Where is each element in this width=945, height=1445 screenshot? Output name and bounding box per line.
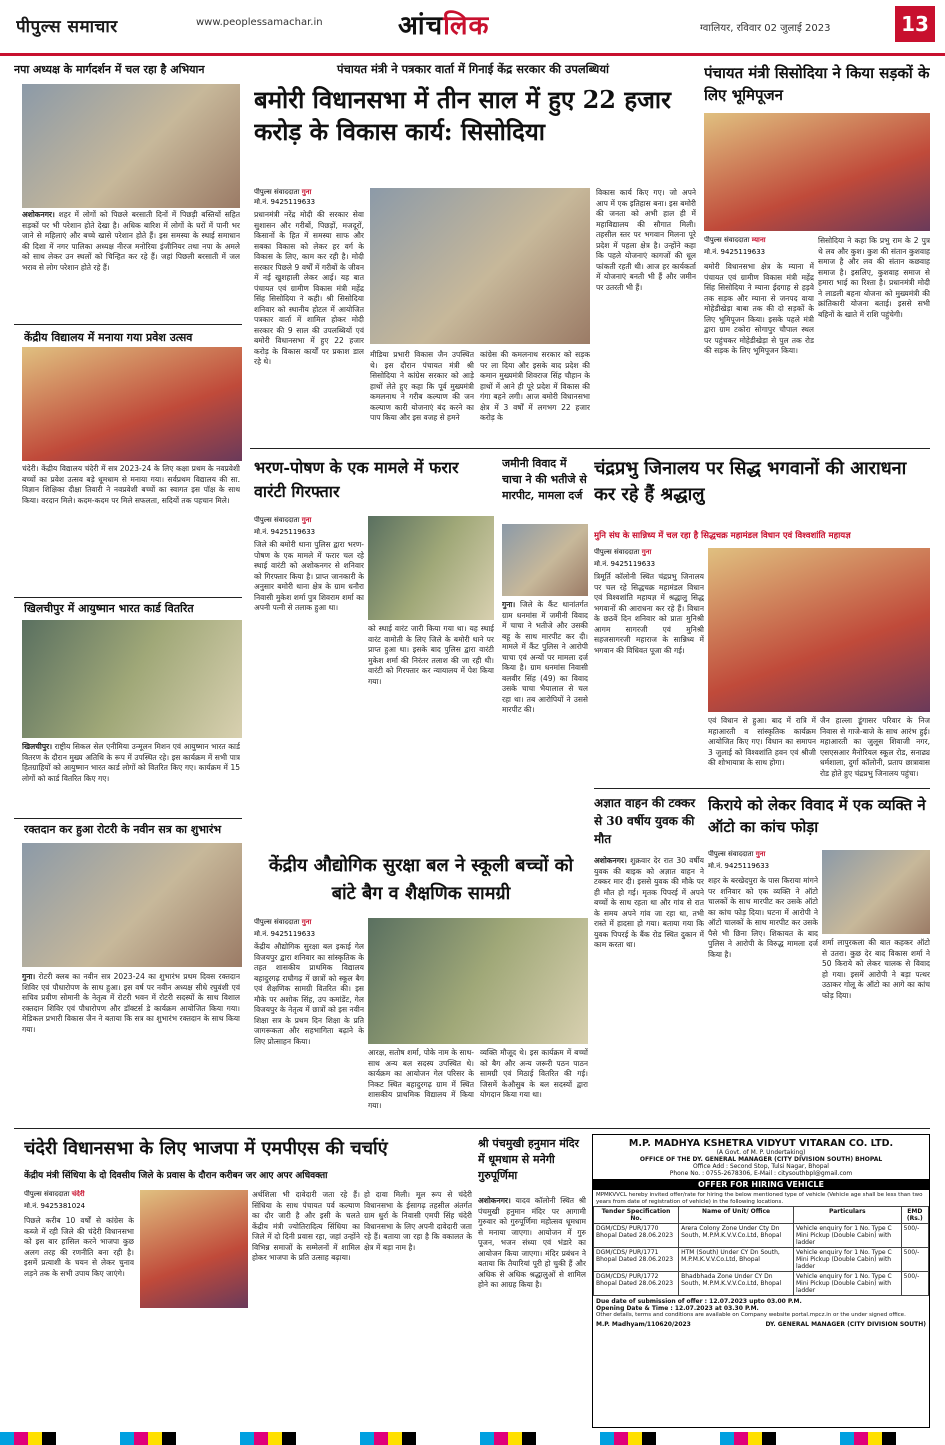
story3-photo <box>22 620 242 738</box>
lead-headline: बमोरी विधानसभा में तीन साल में हुए 22 हजार करोड़ के विकास कार्य: सिसोदिया <box>254 85 671 146</box>
chanderi-col3: हो दावा मिली। मूल रूप से चंदेरी विधानसभा के ईसागढ़ तहसील अंतर्गत ग्राम धुर्रा के निवासी एमपी सिंह चंदेरी विधानसभा के लिए अपनी दावेदारी जता रहे हैं। बताया जा रहा है कि वकालत के क्षेत्र में बड़ा नाम है। <box>364 1190 472 1252</box>
ad-cell: DGM/CDS/ PUR/1771 Bhopal Dated 28.06.2023 <box>594 1248 679 1272</box>
bharan-photo <box>368 516 494 620</box>
section-title-a: आंच <box>398 11 444 41</box>
chanderi-photo <box>140 1190 248 1308</box>
bhatije-headline: जमीनी विवाद में चाचा ने की भतीजे से मारपीट, मामला दर्ज <box>502 457 587 502</box>
jinalay-phone: मो.नं. 9425119633 <box>594 560 656 568</box>
bhatije-photo <box>502 524 588 596</box>
bhatije-body <box>502 600 588 846</box>
jinalay-byline-city: गुना <box>641 548 652 556</box>
auto-col2: शर्मा लापुरकला की बात कहकर ऑटो से उतरा। कुछ देर बाद विकास शर्मा ने 50 किराये को लेकर चालक से विवाद हो गया। इसमें आरोपी ने बड़ा पत्थर उठाकर गोलू के ऑटो का आगे का कांच फोड़ दिया। <box>822 938 930 1000</box>
story1-body <box>22 210 240 320</box>
auto-byline-desk: पीपुल्स संवाददाता <box>708 850 754 858</box>
chanderi-byline-city: चंदेरी <box>71 1190 85 1198</box>
cisf-col2: आरक्ष, सतोष शर्मा, पोके नाम के साथ-साथ अन्य बल सदस्य उपस्थित थे। कार्यक्रम का आयोजन गेल परिसर के निकट स्थित बहादुरगढ़ ग्राम में स्थित शासकीय प्राथमिक विद्यालय में किया गया। <box>368 1048 474 1110</box>
lead-byline-city: गुना <box>301 188 312 196</box>
ad-th: Tender Specification No. <box>594 1207 679 1224</box>
ad-intro: MPMKVVCL hereby invited offer/rate for hiring the below mentioned type of vehicle (Vehicle age shall be less than two years from date of registration of vehicle) in the following locations. <box>596 1192 923 1205</box>
cisf-byline-desk: पीपुल्स संवाददाता <box>254 918 300 926</box>
hadsa-text: शुक्रवार देर रात 30 वर्षीय युवक की बाइक को अज्ञात वाहन ने टक्कर मार दी। इससे युवक की मौके पर ही मौत हो गई। मृतक पिपरई में अपने बच्चों के साथ रहता था और गांव से रात के समय अपने गांव जा रहा था, तभी रास्ते में हादसा हो गया। बताया गया कि युवक पिपरई के बैंक रोड स्थित दुकान में काम करता था। <box>594 856 704 949</box>
ad-cell: HTM (South) Under CY Dn South, M.P.M.K.V.V.Co.Ltd, Bhopal <box>679 1248 794 1272</box>
auto-phone: मो.नं. 9425119633 <box>708 862 770 870</box>
right1-byline-desk: पीपुल्स संवाददाता <box>704 236 750 244</box>
cisf-headline: केंद्रीय औद्योगिक सुरक्षा बल ने स्कूली बच्चों को बांटे बैग व शैक्षणिक सामग्री <box>268 855 574 904</box>
story4-photo <box>22 843 242 967</box>
tender-advertisement <box>592 1134 930 1428</box>
ad-sub2: OFFICE OF THE DY. GENERAL MANAGER (CITY DIVISION SOUTH) BHOPAL <box>639 1156 883 1163</box>
lead-col2: मीडिया प्रभारी विकास जैन उपस्थित थे। इस दौरान पंचायत मंत्री श्री सिसोदिया ने कांग्रेस सरकार को आड़े हाथों लेते हुए कहा कि पूर्व मुख्यमंत्री कमलनाथ ने गरीब कल्याण की जन कल्याण कारी योजनाएं बंद करने का पाप किया और इस वजह से हमने <box>370 350 474 422</box>
lead-col1: प्रधानमंत्री नरेंद्र मोदी की सरकार सेवा सुशासन और गरीबों, पिछड़ों, मजदूरों, किसानों के हित में समस्या साफ और सबका विकास को लेकर हर वर्ग के विकास के लिए, काम कर रही है। मोदी सरकार पिछले 9 वर्षों में गरीबों के जीवन में नई खुशहाली लेकर आई। यह बात पंचायत एवं ग्रामीण विकास मंत्री महेंद्र सिंह सिसोदिया ने कही। श्री सिसोदिया शनिवार को स्थानीय होटल में आयोजित पत्रकार वार्ता में शामिल होकर मोदी सरकार की 9 साल की उपलब्धियों एवं बमोरी विधानसभा में हुए 22 हजार करोड़ के विकास कार्यों पर प्रकाश डाल रहे थे। <box>254 210 364 366</box>
page-number: 13 <box>895 6 935 42</box>
lead-kicker: पंचायत मंत्री ने पत्रकार वार्ता में गिनाई केंद्र सरकार की उपलब्धियां <box>337 62 609 76</box>
chanderi-headline: चंदेरी विधानसभा के लिए भाजपा में एमपीएस की चर्चाएं <box>24 1138 388 1159</box>
hanuman-lead: अशोकनगर। <box>478 1196 511 1205</box>
hadsa-body <box>594 856 704 1122</box>
story3-lead: खिलचीपुर। <box>22 742 53 751</box>
auto-photo <box>822 850 930 934</box>
hanuman-body <box>478 1196 586 1426</box>
bharan-byline-desk: पीपुल्स संवाददाता <box>254 516 300 524</box>
ad-cell: 500/- <box>901 1248 928 1272</box>
cisf-col1: केंद्रीय औद्योगिक सुरक्षा बल इकाई गेल विजयपुर द्वारा शनिवार का सांस्कृतिक के तहत शासकीय प्राथमिक विद्यालय बहादुरगढ़ राघौगढ़ में छात्रों को स्कूल बैग एवं शैक्षणिक सामग्री वितरित की। इस मौके पर अशोक सिंह, उप कमांडेंट, गेल विजयपुर के नेतृत्व में छात्रों को इस नवीन शिक्षा सत्र के प्रथम दिन शिक्षा के प्रति जागरूकता और सहभागिता बढ़ाने के लिए प्रोत्साहन किया। <box>254 942 364 1046</box>
chanderi-col1: पिछले करीब 10 वर्षों से कांग्रेस के कब्जे में रही जिले की चंदेरी विधानसभा को इस बार हासिल करने भाजपा कुछ अलग तरह की रणनीति बना रही है। इसमें प्रत्याशी के चयन से लेकर चुनाव लड़ने तक के सभी उपाय किए जाएंगे। <box>24 1216 134 1278</box>
hanuman-headline: श्री पंचमुखी हनुमान मंदिर में धूमधाम से मनेगी गुरुपूर्णिमा <box>478 1137 580 1182</box>
bharan-byline-city: गुना <box>301 516 312 524</box>
ad-opening: Opening Date & Time : 12.07.2023 at 03.30 P.M. <box>596 1305 759 1312</box>
ad-th: EMD (Rs.) <box>901 1207 928 1224</box>
ad-cell: 500/- <box>901 1272 928 1296</box>
jinalay-byline <box>594 548 704 557</box>
ad-other: Other details, terms and conditions are available on Company website portal.mpcz.in or the under signed office. <box>596 1312 906 1318</box>
divider <box>14 324 242 325</box>
jinalay-headline: चंद्रप्रभु जिनालय पर सिद्ध भगवानों की आराधना कर रहे हैं श्रद्धालु <box>594 458 907 505</box>
right1-byline-city: म्याना <box>751 236 766 244</box>
story1-title: नपा अध्यक्ष के मार्गदर्शन में चल रहा है अभियान <box>14 63 205 76</box>
story2-photo <box>22 347 242 461</box>
ad-th: Particulars <box>793 1207 901 1224</box>
bharan-col1: जिले की बमोरी थाना पुलिस द्वारा भरण-पोषण के एक मामले में फरार चल रहे स्थाई वारंटी को अशोकनगर से शनिवार को गिरफ्तार किया है। प्राप्त जानकारी के अनुसार बमोरी थाना क्षेत्र के ग्राम धनौरा निवासी मुकेश शर्मा पुत्र शिवराम शर्मा का अपनी पत्नी से तलाक हुआ था। <box>254 540 364 612</box>
ad-sub1: (A Govt. of M. P. Undertaking) <box>716 1149 806 1156</box>
print-color-bar <box>0 1432 945 1445</box>
bharan-col2: को स्थाई वारंट जारी किया गया था। यह स्थाई वारंट वामोती के लिए जिले के बमोरी थाने पर प्राप्त हुआ था। इसके बाद पुलिस द्वारा वारंटी मुकेश शर्मा की निरंतर तलाश की जा रही थी। वारंटी को गिरफ्तार कर न्यायालय में पेश किया गया। <box>368 624 494 686</box>
lead-phone: मो.नं. 9425119633 <box>254 198 316 206</box>
ad-footer-left: M.P. Madhyam/110620/2023 <box>596 1321 691 1328</box>
ad-th: Name of Unit/ Office <box>679 1207 794 1224</box>
story4-lead: गुना। <box>22 972 36 981</box>
right1-phone: मो.नं. 9425119633 <box>704 248 766 256</box>
jinalay-col2: एवं विधान से हुआ। बाद में रात्रि में महाआरती व सांस्कृतिक कार्यक्रम आयोजित किए गए। विधान का समापन 3 जुलाई को विश्वशांति हवन एवं श्रीजी की शोभायात्रा के साथ होगा। <box>708 716 816 767</box>
ad-sub3: Office Add : Second Stop, Tulsi Nagar, Bhopal <box>693 1163 829 1170</box>
story1-text: शहर में लोगों को पिछले बरसाती दिनों में पिछड़ी बस्तियों सहित सड़कों पर भी परेशान होते देखा है। अधिक बारिश में लोगों के घरों में पानी भर जाने से महिलाएं और बच्चे खासे परेशान होते हैं। इस समस्या के स्थाई समाधान की दिशा में नगर पालिका अध्यक्ष नीरज मनोरिया इंजीनियर तथा नपा के अमले को साथ लेकर उन स्थलों को चिन्हित कर रहे हैं। जहां पिछली बरसाती में जल भराव से लोग परेशान होते रहे हैं। <box>22 210 240 272</box>
ad-footer-right: DY. GENERAL MANAGER (CITY DIVISION SOUTH) <box>765 1321 926 1328</box>
cisf-phone: मो.नं. 9425119633 <box>254 930 316 938</box>
ad-table <box>593 1206 929 1296</box>
story1-title-box <box>14 62 242 82</box>
ad-cell: Bhadbhada Zone Under CY Dn South, M.P.M.K.V.V.Co.Ltd, Bhopal <box>679 1272 794 1296</box>
ad-table-row <box>594 1224 929 1248</box>
story2-body: चंदेरी। केंद्रीय विद्यालय चंदेरी में सत्र 2023-24 के लिए कक्षा प्रथम के नवप्रवेशी बच्चों का प्रवेश उत्सव बड़े धूमधाम से मनाया गया। सर्वप्रथम विद्यालय की सा. विज्ञान शिक्षिका दीक्षा तिवारी ने नवप्रवेशी बच्चों का स्वागत इस पॉक्ष के साथ किया। वरदान मिले। कदम-कदम पर मिले सफलता, सदियों तक पहचान मिले। <box>22 464 240 505</box>
story1-lead: अशोकनगर। <box>22 210 55 219</box>
cisf-byline <box>254 918 364 927</box>
auto-headline: किराये को लेकर विवाद में एक व्यक्ति ने ऑटो का कांच फोड़ा <box>708 796 926 836</box>
story3-title: खिलचीपुर में आयुष्मान भारत कार्ड वितरित <box>24 602 194 615</box>
story3-body <box>22 742 240 816</box>
divider <box>14 818 242 819</box>
lead-photo <box>370 188 590 344</box>
jinalay-subtitle: मुनि संघ के सान्निध्य में चल रहा है सिद्धचक्र महामंडल विधान एवं विश्वशांति महायज्ञ <box>594 531 851 541</box>
ad-cell: DGM/CDS/ PUR/1770 Bhopal Dated 28.06.2023 <box>594 1224 679 1248</box>
lead-col3: कांग्रेस की कमलनाथ सरकार को सड़क पर ला दिया और इसके बाद प्रदेश की कमान मुख्यमंत्री शिवराज सिंह चौहान के हाथों में आने ही पूरे प्रदेश में विकास की गंगा बहने लगी। आज बमोरी विधानसभा क्षेत्र में 3 वर्षों में लगभग 22 हजार करोड़ के <box>480 350 590 422</box>
hanuman-text: यादव कॉलोनी स्थित श्री पंचमुखी हनुमान मंदिर पर आगामी गुरुवार को गुरुपूर्णिमा महोत्सव धूमधाम से मनाया जाएगा। आयोजन में गुरु पूजन, भजन संध्या एवं भंडारे का आयोजन किया जाएगा। मंदिर प्रबंधन ने बताया कि तैयारियां पूरी हो चुकी हैं और अधिक से अधिक श्रद्धालुओं से शामिल होने का आग्रह किया है। <box>478 1196 586 1289</box>
cisf-col3: व्यक्ति मौजूद थे। इस कार्यक्रम में बच्चों को बैग और अन्य जरूरी पठन पाठन सामग्री एवं मिठाई वितरित की गई। जिसमें केऔसुब के बल सदस्यों द्वारा योगदान किया गया था। <box>480 1048 588 1099</box>
ad-cell: Vehicle enquiry for 1 No. Type C Mini Pickup (Double Cabin) with ladder <box>793 1272 901 1296</box>
right1-photo <box>704 113 930 231</box>
ad-cell: Arera Colony Zone Under Cty Dn South, M.P.M.K.V.V.Co.Ltd, Bhopal <box>679 1224 794 1248</box>
hadsa-lead: अशोकनगर। <box>594 856 627 865</box>
divider <box>14 597 242 598</box>
auto-byline-city: गुना <box>755 850 766 858</box>
right1-col1: बमोरी विधानसभा क्षेत्र के म्याना में पंचायत एवं ग्रामीण विकास मंत्री महेंद्र सिंह सिसोदिया ने म्याना ईदगाह से हड़वे तक सड़क और म्याना से जनपद वाया मोहेडीखेड़ा बाबा तक की दो सड़कों के लिए भूमिपूजन किया। इसके पहले मंत्री द्वारा ग्राम टकोरा सोगापुर चौपाल स्थल पर पहुंचकर मोहेडीखेड़ा से पुल तक रोड की सड़क के लिए भूमिपूजन किया। <box>704 262 814 355</box>
ad-due: Due date of submission of offer : 12.07.2023 upto 03.00 P.M. <box>596 1298 802 1305</box>
bhatije-lead: गुना। <box>502 600 516 609</box>
dateline: ग्वालियर, रविवार 02 जुलाई 2023 <box>700 23 831 34</box>
story2-title: केंद्रीय विद्यालय में मनाया गया प्रवेश उत्सव <box>24 331 193 344</box>
website-url: www.peoplessamachar.in <box>196 17 323 28</box>
ad-cell: Vehicle enquiry for 1 No. Type C Mini Pickup (Double Cabin) with ladder <box>793 1248 901 1272</box>
auto-col1: शहर के बरखेदपुरा के पास किराया मांगने पर शनिवार को एक व्यक्ति ने ऑटो चालकों के साथ मारपीट कर उसके ऑटो का कांच फोड़ दिया। घटना में आरोपी ने ऑटो चालकों के साथ मारपीट कर उसके पैसे भी छिना लिए। शिकायत के बाद पुलिस ने आरोपी के विरुद्ध मामला दर्ज किया है। <box>708 876 818 959</box>
jinalay-col3: जैन हाल्ला डूंगासर परिवार के निज निवास से गाजे-बाजे के साथ आरंभ हुई। महाआरती का जुलूस शिवाजी नगर, एसएसआर मैनोरियल स्कूल रोड, सनाढ्य धर्मशाला, दुर्गा कॉलोनी, प्रताप छात्रावास रोड होते हुए चंद्रप्रभु जिनालय पहुंचा। <box>820 716 930 778</box>
bhatije-text: जिले के कैंट थानांतर्गत ग्राम धनमांस में जमीनी विवाद में चाचा ने भतीजे और उसकी बहू के साथ मारपीट कर दी। मामले में कैंट पुलिस ने आरोपी चाचा एवं अन्यों पर मामला दर्ज किया है। ग्राम धनमांस निवासी बलवीर सिंह (49) का विवाद उसके चाचा भैयालाल से चल रहा था। तब आरोपियों ने उससे मारपीट की। <box>502 600 588 714</box>
ad-cell: 500/- <box>901 1224 928 1248</box>
story1-photo <box>22 84 240 208</box>
ad-cell: DGM/CDS/ PUR/1772 Bhopal Dated 28.06.2023 <box>594 1272 679 1296</box>
right1-col2: सिसोदिया ने कहा कि प्रभु राम के 2 पुत्र थे लव और कुश। कुश की संतान कुशवाह समाज है और लव की संतान कछवाह समाज है। इसलिए, कुशवाह समाज से हमारा भाई का रिश्ता है। प्रधानमंत्री मोदी ने लाडली बहना योजना को मुख्यमंत्री की क्रांतिकारी योजना बताई। इससे सभी बहिनों के खाते में राशि पहुंचेगी। <box>818 236 930 319</box>
ad-offer: OFFER FOR HIRING VEHICLE <box>593 1179 929 1190</box>
jinalay-photo <box>708 548 930 712</box>
bharan-byline <box>254 516 364 525</box>
bharan-headline: भरण-पोषण के एक मामले में फरार वारंटी गिरफ्तार <box>254 458 459 501</box>
chanderi-col2: अर्थशिला भी दावेदारी जता रहे हैं। सिंधिया के साथ पंचायत पर्व कल्याण का दौर जारी है और इसी के चलते केंद्रीय मंत्री ज्योतिरादित्य सिंधिया का जिले में दो दिनी प्रवास रहा, जहां उन्होंने विभिन्न समाजों के सम्मेलनों में शामिल होकर भाजपा के प्रति उत्साह बढ़ाया। <box>252 1190 360 1262</box>
newspaper-brand: पीपुल्स समाचार <box>16 17 118 37</box>
chanderi-subtitle: केंद्रीय मंत्री सिंधिया के दो दिवसीय जिले के प्रवास के दौरान करीबन जर आए अपर अधिवक्ता <box>24 1171 328 1181</box>
story4-title: रक्तदान कर हुआ रोटरी के नवीन सत्र का शुभारंभ <box>24 823 222 836</box>
chanderi-byline-desk: पीपुल्स संवाददाता <box>24 1190 70 1198</box>
hadsa-headline: अज्ञात वाहन की टक्कर से 30 वर्षीय युवक की मौत <box>594 796 696 846</box>
lead-byline <box>254 188 369 197</box>
lead-col4: विकास कार्य किए गए। जो अपने आप में एक इतिहास बना। इस बमोरी की जनता को अभी हाल ही में महाविद्यालय की सौगात मिली। तहसील स्तर पर भगवान मिलना पूरे प्रदेश में पहला क्षेत्र है। उन्होंने कहा कि पहले योजनाएं कागजों की धूल फांकती रहती थी। आज हर कार्यकर्ता में योजनाएं बनती भी हैं और जमीन पर उतरती भी हैं। <box>596 188 696 292</box>
jinalay-col1: त्रिमूर्ति कॉलोनी स्थित चंद्रप्रभु जिनालय पर चल रहे सिद्धचक्र महामंडल विधान एवं विश्वशांति महायज्ञ में श्रद्धालु सिद्ध भगवानों की आराधना कर रहे हैं। विधान के छठवें दिन शनिवार को प्रातः मुनिश्री आगम सागरजी एवं मुनिश्री सहजसागरजी महाराज के सान्निध्य में भगवान की विधिवत पूजा की गई। <box>594 572 704 655</box>
right1-headline: पंचायत मंत्री सिसोदिया ने किया सड़कों के लिए भूमिपूजन <box>704 64 930 104</box>
ad-footer <box>593 1319 929 1330</box>
story4-text: रोटरी क्लब का नवीन सत्र 2023-24 का शुभारंभ प्रथम दिवस रक्तदान शिविर एवं पौधारोपण के साथ हुआ। इस वर्ष पर नवीन अध्यक्ष सीधे रघुवंशी एवं सचिव प्रवीण सोमानी के नेतृत्व में रोटरी भवन में रोटरी सदस्यों के साथ विशाल रक्तदान शिविर एवं पौधारोपण और डॉक्टर्स डे कार्यक्रम आयोजित किया गया। मेडिकल प्रभारी विकास जैन ने बताया कि सत्र का शुभारंभ रक्तदान के साथ किया गया। <box>22 972 240 1034</box>
chanderi-byline <box>24 1190 134 1199</box>
ad-table-header <box>594 1207 929 1224</box>
lead-byline-desk: पीपुल्स संवाददाता <box>254 188 300 196</box>
divider <box>250 448 930 449</box>
cisf-byline-city: गुना <box>301 918 312 926</box>
cisf-photo <box>368 918 588 1044</box>
masthead <box>0 0 945 56</box>
divider <box>14 1128 930 1129</box>
auto-byline <box>708 850 818 859</box>
ad-sub4: Phone No. : 0755-2678306, E-Mail : citysouthbpl@gmail.com <box>669 1170 853 1177</box>
story4-body <box>22 972 240 1124</box>
lead-kicker-box <box>250 62 696 82</box>
jinalay-byline-desk: पीपुल्स संवाददाता <box>594 548 640 556</box>
bharan-phone: मो.नं. 9425119633 <box>254 528 316 536</box>
divider <box>594 788 930 789</box>
ad-cell: Vehicle enquiry for 1 No. Type C Mini Pickup (Double Cabin) with ladder <box>793 1224 901 1248</box>
right1-byline <box>704 236 814 245</box>
section-title-b: लिक <box>443 11 490 41</box>
section-title <box>398 6 489 42</box>
story3-text: राष्ट्रीय सिकल सेल एनीमिया उन्मूलन मिशन एवं आयुष्मान भारत कार्ड वितरण के दौरान मुख्य अतिथि के रूप में उपस्थित रहे। इस कार्यक्रम में सभी पात्र हितग्राहियों को आयुष्मान भारत कार्ड लोगों को वितरित किए गए। कार्यक्रम में 15 लोगों को कार्ड वितरित किए गए। <box>22 742 240 783</box>
ad-table-row <box>594 1248 929 1272</box>
ad-table-row <box>594 1272 929 1296</box>
chanderi-phone: मो.नं. 9425381024 <box>24 1202 86 1210</box>
ad-company: M.P. MADHYA KSHETRA VIDYUT VITARAN CO. LTD. <box>628 1138 894 1149</box>
